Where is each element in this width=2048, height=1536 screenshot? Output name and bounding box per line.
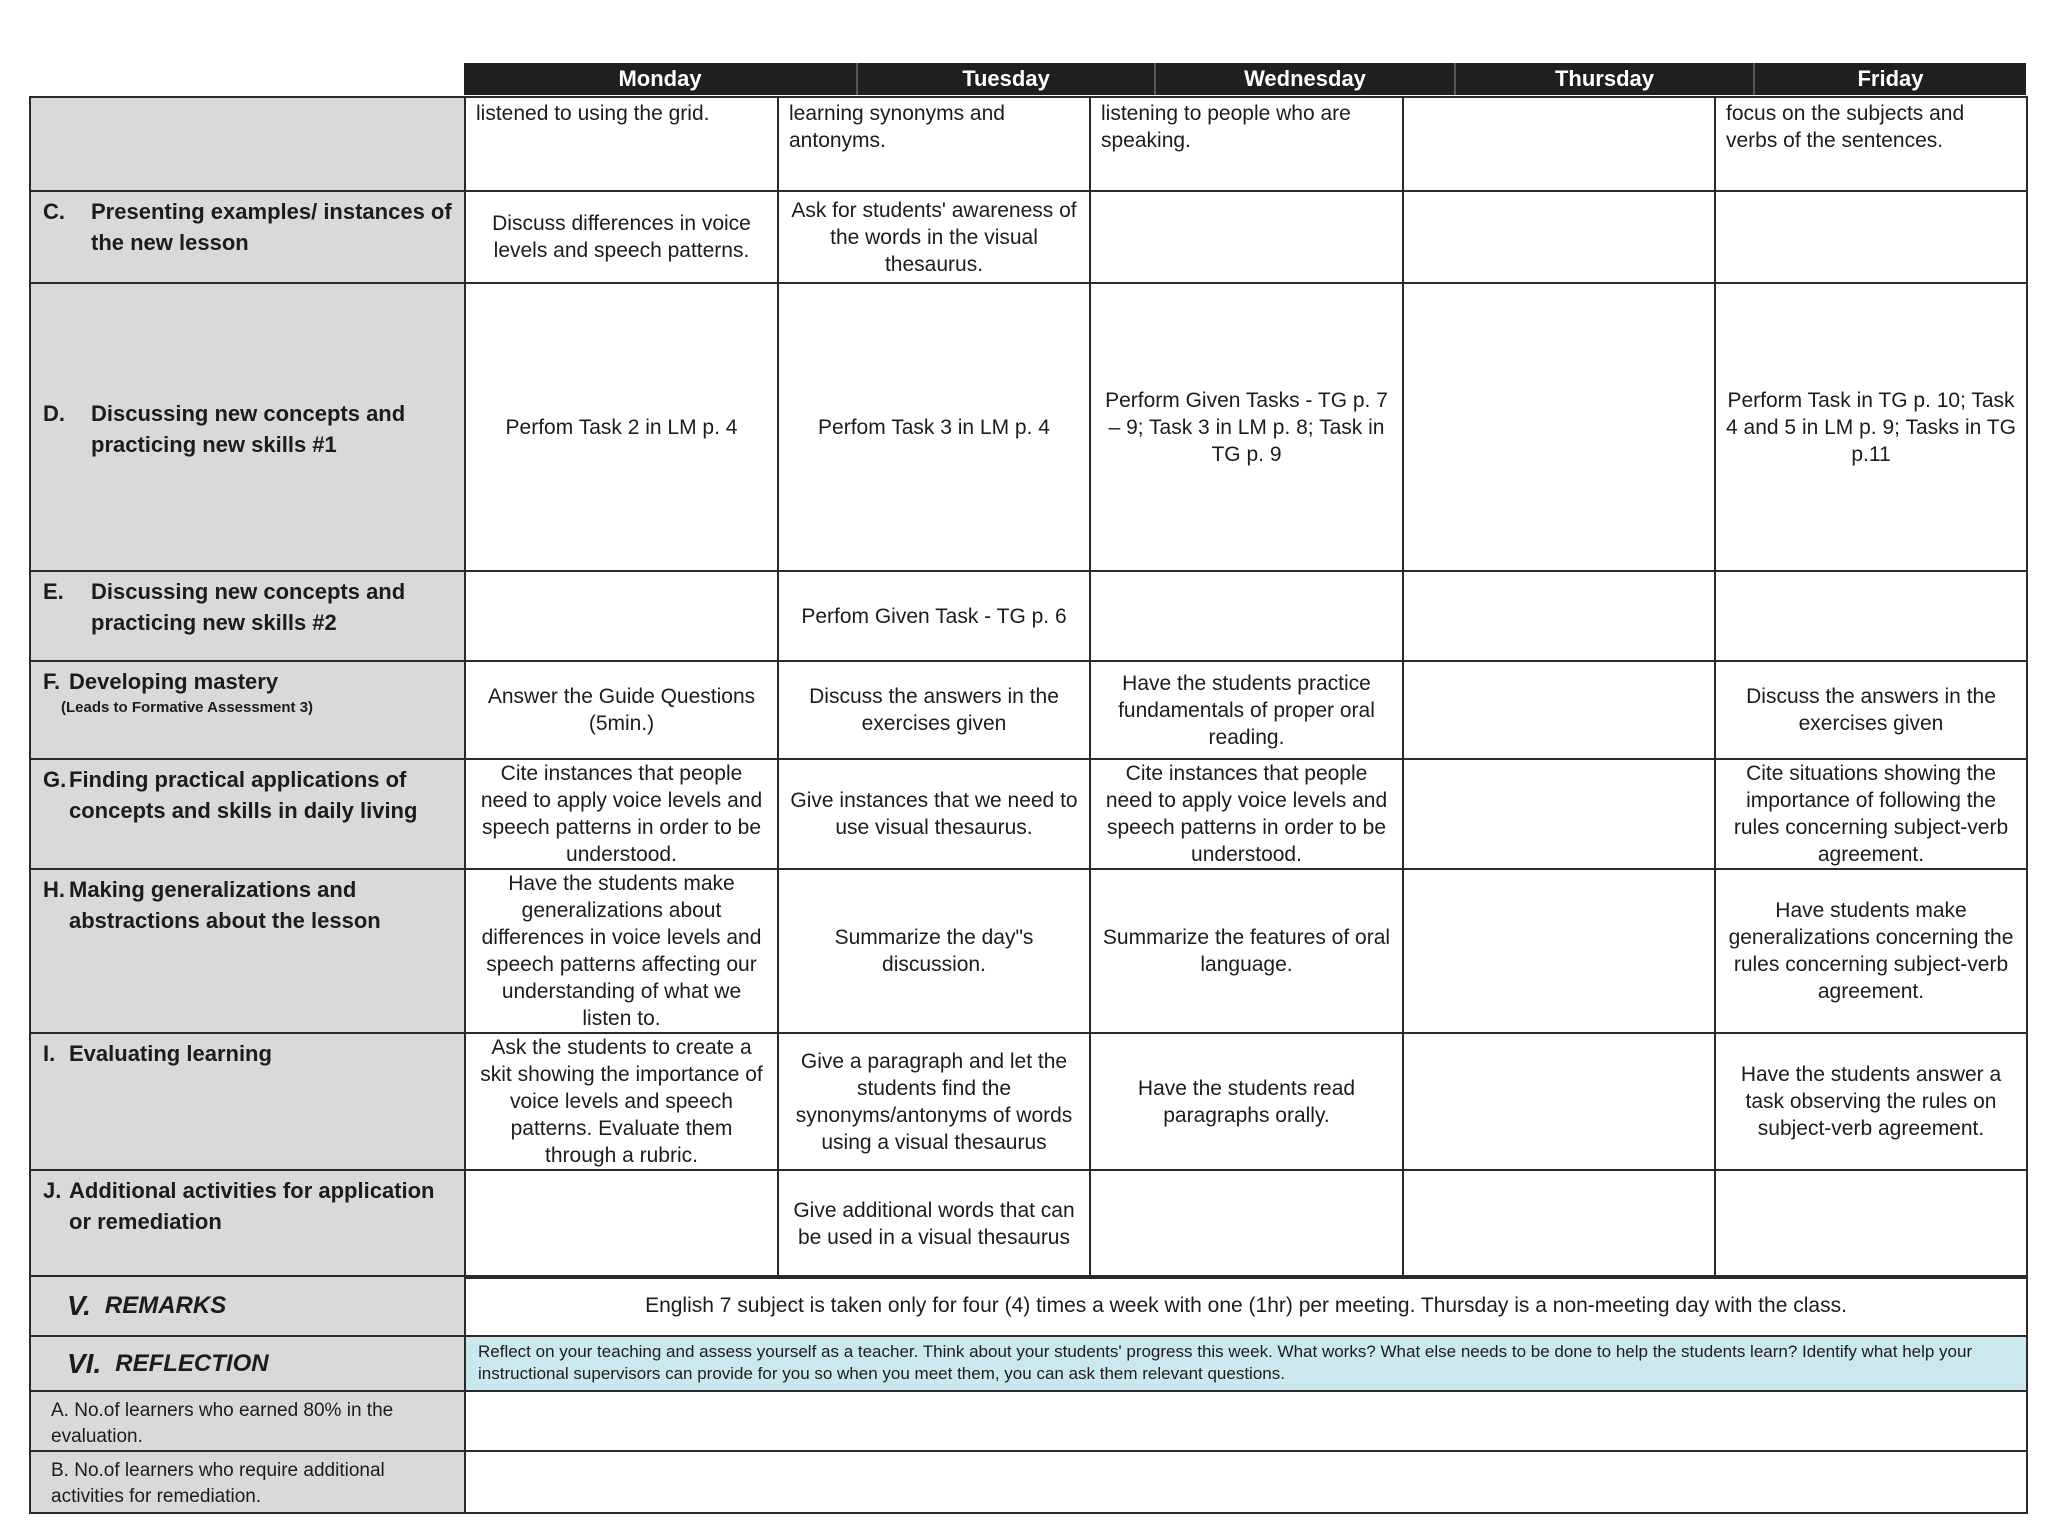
cell-wednesday: Summarize the features of oral language. xyxy=(1090,869,1403,1033)
cell-wednesday: Perform Given Tasks - TG p. 7 – 9; Task 3 in LM p. 8; Task in TG p. 9 xyxy=(1090,283,1403,571)
row-letter: C. xyxy=(43,199,65,224)
cell-friday: Have students make generalizations concerning the rules concerning subject-verb agreement. xyxy=(1715,869,2027,1033)
cell-thursday xyxy=(1403,869,1715,1033)
cell-monday: listened to using the grid. xyxy=(465,97,778,191)
cell-tuesday: Give additional words that can be used in a visual thesaurus xyxy=(778,1170,1090,1278)
cell-friday: Perform Task in TG p. 10; Task 4 and 5 in LM p. 9; Tasks in TG p.11 xyxy=(1715,283,2027,571)
row-label-cell xyxy=(30,661,465,759)
row-label-cell xyxy=(30,283,465,571)
row-label-cell xyxy=(30,97,465,191)
cell-friday: Discuss the answers in the exercises given xyxy=(1715,661,2027,759)
row-label-cell xyxy=(30,571,465,661)
lesson-procedure-table xyxy=(29,96,2028,1279)
procedure-row xyxy=(30,1033,2027,1170)
procedure-row xyxy=(30,191,2027,283)
row-label-cell xyxy=(30,759,465,869)
reflection-label-cell xyxy=(30,1336,465,1391)
cell-monday: Perfom Task 2 in LM p. 4 xyxy=(465,283,778,571)
cell-thursday xyxy=(1403,1170,1715,1278)
remarks-row xyxy=(30,1276,2027,1336)
cell-thursday xyxy=(1403,571,1715,661)
reflection-item-b-label: B. No.of learners who require additional activities for remediation. xyxy=(30,1451,465,1513)
remarks-label-cell xyxy=(30,1276,465,1336)
cell-monday: Discuss differences in voice levels and speech patterns. xyxy=(465,191,778,283)
cell-thursday xyxy=(1403,1033,1715,1170)
row-label: Discussing new concepts and practicing new skills #1 xyxy=(91,401,406,457)
row-label: Finding practical applications of concepts and skills in daily living xyxy=(69,767,418,823)
cell-thursday xyxy=(1403,191,1715,283)
day-header-tuesday: Tuesday xyxy=(858,63,1156,95)
day-header-friday: Friday xyxy=(1857,66,1924,91)
day-header-wednesday: Wednesday xyxy=(1156,63,1456,95)
cell-wednesday: Have the students practice fundamentals of proper oral reading. xyxy=(1090,661,1403,759)
cell-monday: Have the students make generalizations about differences in voice levels and speech patterns affecting our understanding of what we listen to. xyxy=(465,869,778,1033)
row-label-cell xyxy=(30,191,465,283)
cell-wednesday xyxy=(1090,571,1403,661)
row-letter: J. xyxy=(43,1178,62,1203)
cell-tuesday: Perfom Task 3 in LM p. 4 xyxy=(778,283,1090,571)
row-letter: D. xyxy=(43,401,65,426)
cell-wednesday xyxy=(1090,1170,1403,1278)
cell-wednesday: listening to people who are speaking. xyxy=(1090,97,1403,191)
procedure-row xyxy=(30,97,2027,191)
cell-monday xyxy=(465,1170,778,1278)
cell-tuesday: Ask for students' awareness of the words in the visual thesaurus. xyxy=(778,191,1090,283)
cell-monday: Answer the Guide Questions (5min.) xyxy=(465,661,778,759)
row-letter: E. xyxy=(43,579,64,604)
reflection-row xyxy=(30,1336,2027,1391)
reflection-item-row xyxy=(30,1391,2027,1451)
cell-tuesday: learning synonyms and antonyms. xyxy=(778,97,1090,191)
row-label: Discussing new concepts and practicing new skills #2 xyxy=(91,579,406,635)
procedure-row xyxy=(30,759,2027,869)
procedure-row xyxy=(30,869,2027,1033)
reflection-text: Reflect on your teaching and assess yourself as a teacher. Think about your students' progress this week. What works? What else needs to be done to help the students learn? Identify what help your instructional supervisors can provide for you so when you meet them, you can ask them relevant questions. xyxy=(465,1336,2027,1391)
row-letter: I. xyxy=(43,1041,56,1066)
row-label-cell xyxy=(30,869,465,1033)
cell-tuesday: Give instances that we need to use visual thesaurus. xyxy=(778,759,1090,869)
procedure-row xyxy=(30,1170,2027,1278)
reflection-title: REFLECTION xyxy=(115,1349,269,1377)
cell-thursday xyxy=(1403,661,1715,759)
row-letter: F. xyxy=(43,669,61,694)
procedure-row xyxy=(30,661,2027,759)
row-letter: G. xyxy=(43,767,67,792)
reflection-roman: VI. xyxy=(67,1347,102,1379)
row-label: Additional activities for application or remediation xyxy=(69,1178,435,1234)
row-label: Evaluating learning xyxy=(69,1041,272,1066)
remarks-roman: V. xyxy=(67,1290,91,1321)
procedure-row xyxy=(30,283,2027,571)
cell-wednesday: Have the students read paragraphs orally. xyxy=(1090,1033,1403,1170)
reflection-item-row xyxy=(30,1451,2027,1513)
procedure-row xyxy=(30,571,2027,661)
remarks-reflection-table xyxy=(29,1275,2028,1514)
reflection-item-a-label: A. No.of learners who earned 80% in the evaluation. xyxy=(30,1391,465,1451)
row-label: Presenting examples/ instances of the new lesson xyxy=(91,199,452,255)
cell-wednesday xyxy=(1090,191,1403,283)
row-letter: H. xyxy=(43,877,65,902)
day-header-bar xyxy=(464,63,2026,95)
day-header-thursday: Thursday xyxy=(1456,63,1755,95)
remarks-text: English 7 subject is taken only for four (4) times a week with one (1hr) per meeting. Thursday is a non-meeting day with the class. xyxy=(465,1276,2027,1336)
cell-tuesday: Perfom Given Task - TG p. 6 xyxy=(778,571,1090,661)
cell-friday: Have the students answer a task observing the rules on subject-verb agreement. xyxy=(1715,1033,2027,1170)
remarks-title: REMARKS xyxy=(104,1292,227,1319)
cell-wednesday: Cite instances that people need to apply voice levels and speech patterns in order to be understood. xyxy=(1090,759,1403,869)
row-label: Developing mastery xyxy=(69,669,279,694)
cell-friday xyxy=(1715,571,2027,661)
row-label: Making generalizations and abstractions about the lesson xyxy=(69,877,381,933)
cell-thursday xyxy=(1403,759,1715,869)
row-label-cell xyxy=(30,1033,465,1170)
reflection-item-a-value[interactable] xyxy=(465,1391,2027,1451)
row-sublabel: (Leads to Formative Assessment 3) xyxy=(61,699,314,716)
cell-friday xyxy=(1715,1170,2027,1278)
day-header-monday: Monday xyxy=(464,63,858,95)
cell-thursday xyxy=(1403,283,1715,571)
cell-thursday xyxy=(1403,97,1715,191)
reflection-item-b-value[interactable] xyxy=(465,1451,2027,1513)
cell-tuesday: Discuss the answers in the exercises given xyxy=(778,661,1090,759)
cell-tuesday: Summarize the day"s discussion. xyxy=(778,869,1090,1033)
cell-tuesday: Give a paragraph and let the students find the synonyms/antonyms of words using a visual thesaurus xyxy=(778,1033,1090,1170)
cell-friday: focus on the subjects and verbs of the sentences. xyxy=(1715,97,2027,191)
cell-monday: Ask the students to create a skit showing the importance of voice levels and speech patterns. Evaluate them through a rubric. xyxy=(465,1033,778,1170)
cell-friday: Cite situations showing the importance of following the rules concerning subject-verb agreement. xyxy=(1715,759,2027,869)
cell-friday xyxy=(1715,191,2027,283)
cell-monday xyxy=(465,571,778,661)
row-label-cell xyxy=(30,1170,465,1278)
cell-monday: Cite instances that people need to apply voice levels and speech patterns in order to be understood. xyxy=(465,759,778,869)
